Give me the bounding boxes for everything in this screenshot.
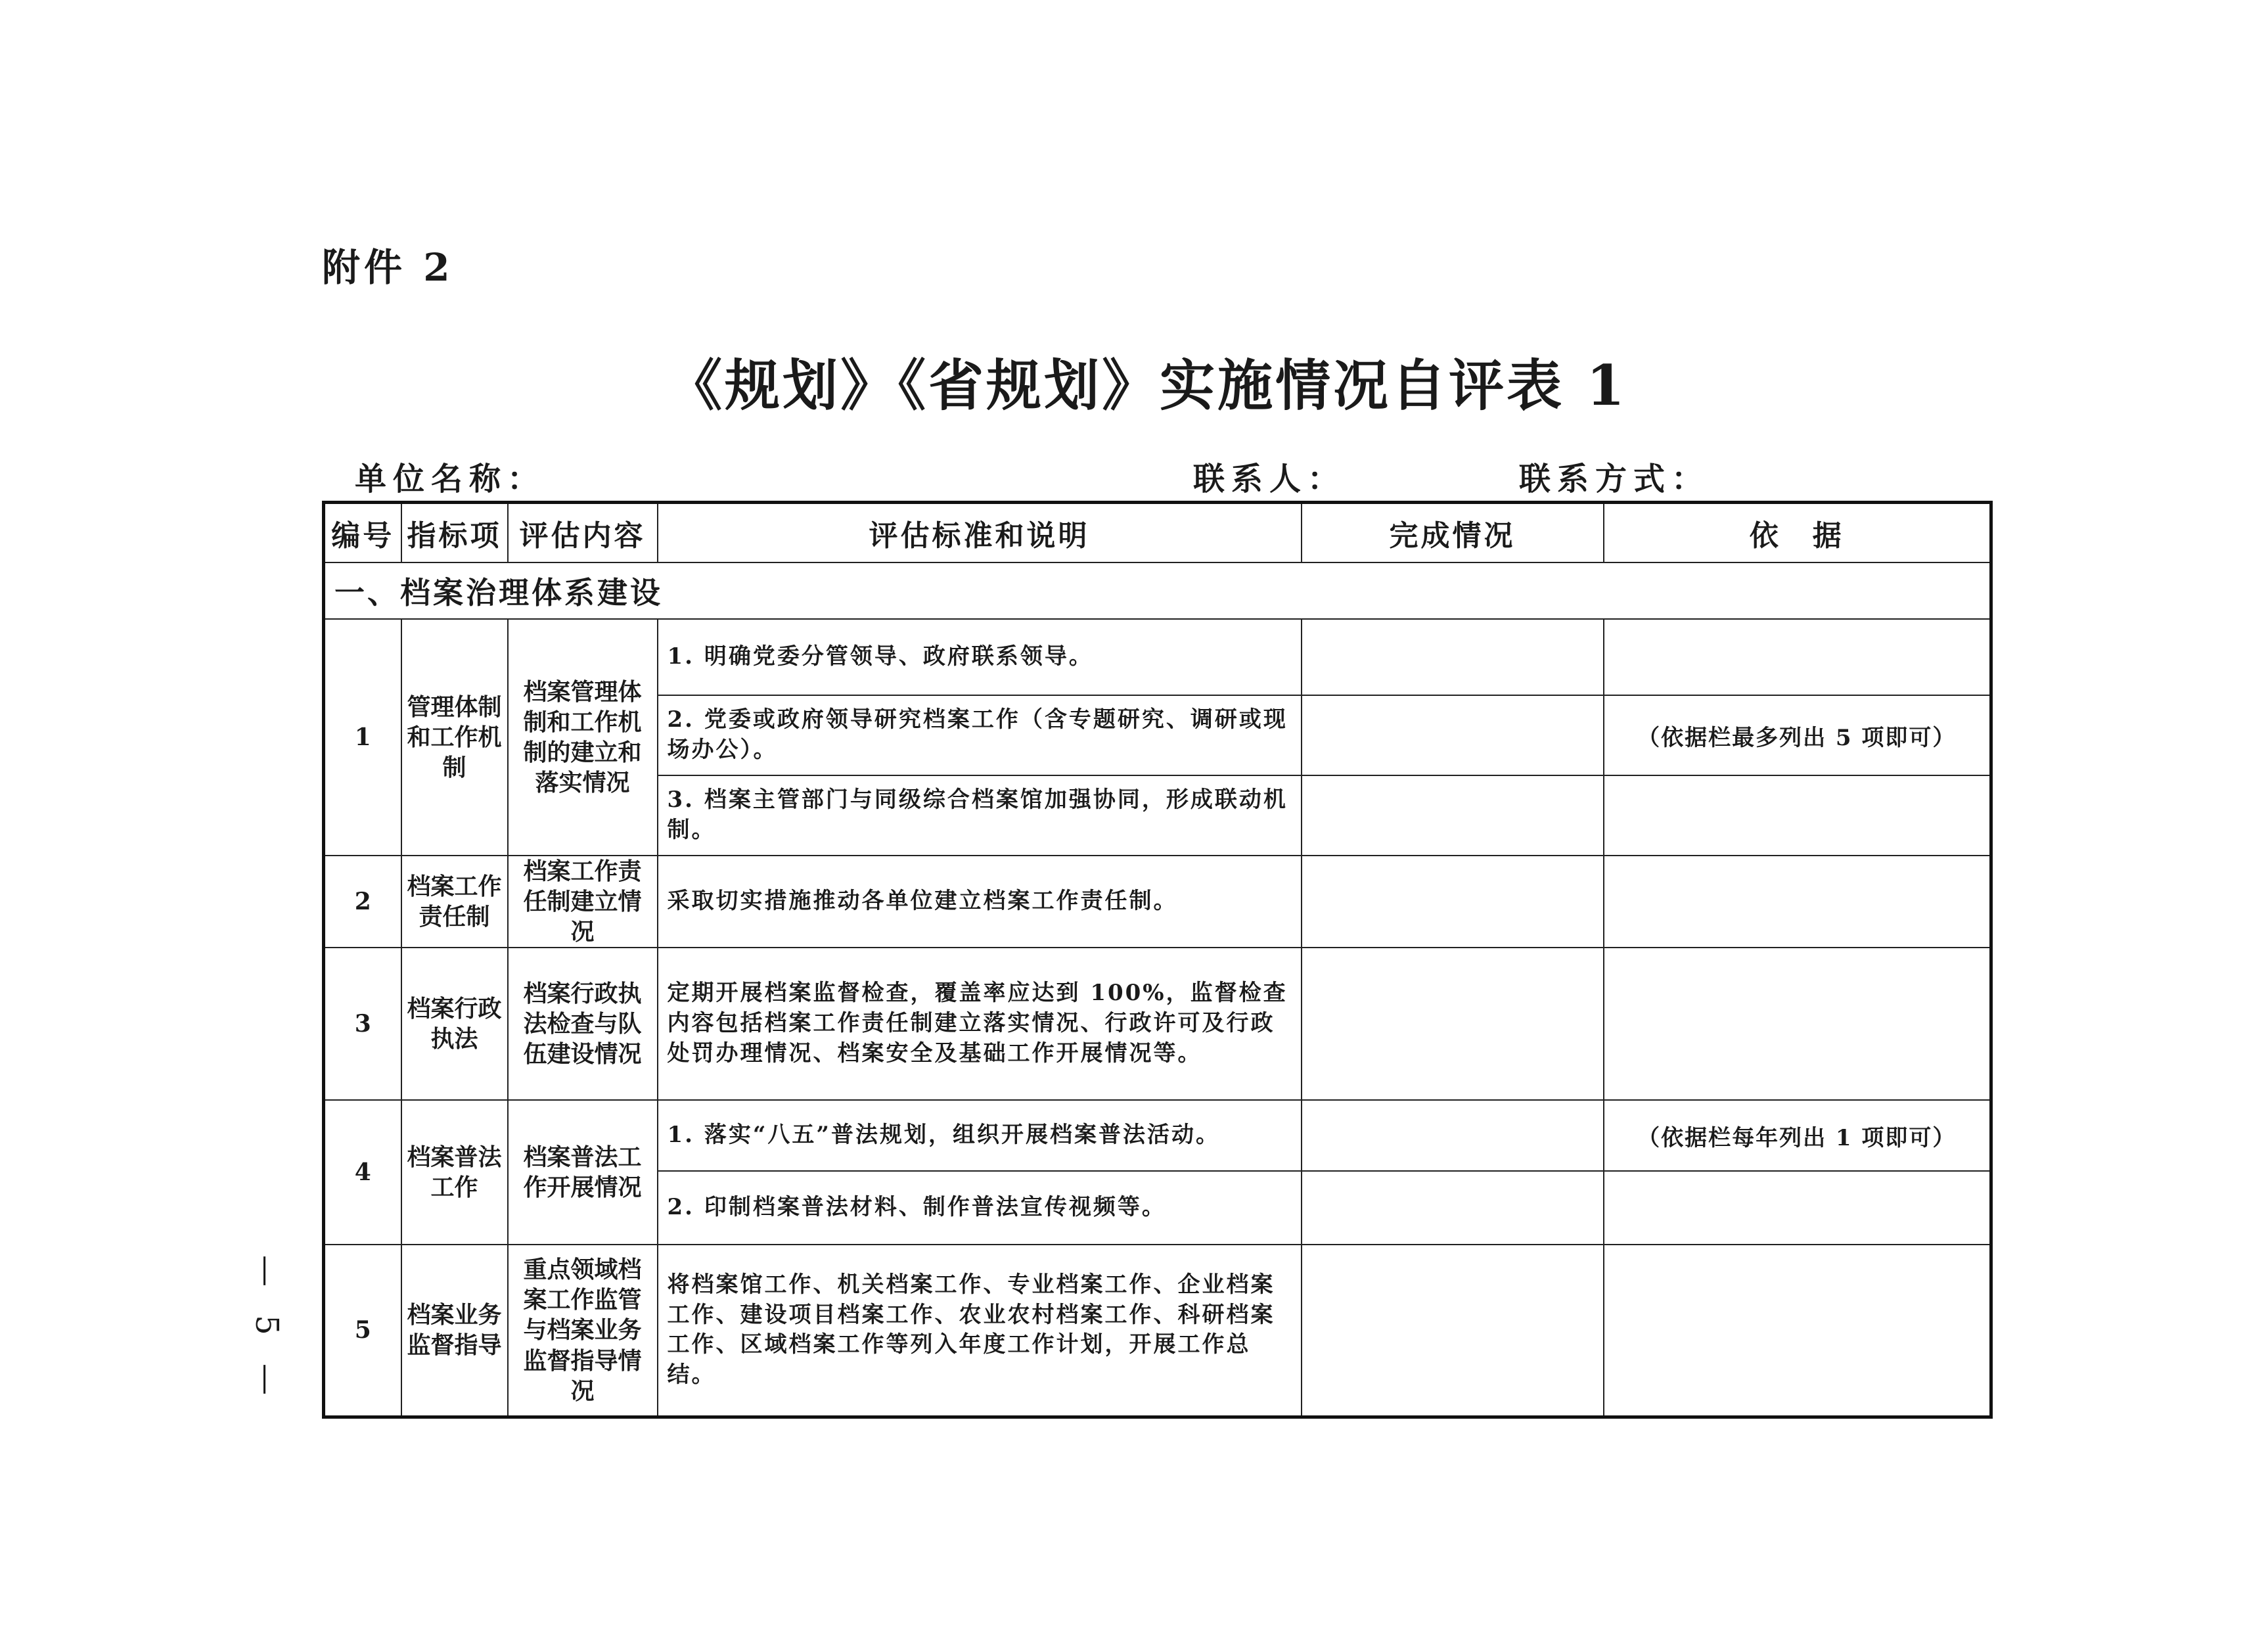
content-cell: 档案普法工作开展情况 — [508, 1100, 658, 1245]
page-number: — 5 — — [248, 1255, 285, 1405]
basis-cell[interactable] — [1604, 1245, 1991, 1417]
document-title: 《规划》《省规划》实施情况自评表 1 — [667, 353, 1627, 418]
table-row — [324, 1100, 1991, 1171]
indicator-cell: 档案工作责任制 — [401, 856, 508, 948]
standard-cell: 将档案馆工作、机关档案工作、专业档案工作、企业档案工作、建设项目档案工作、农业农村档案工作、科研档案工作、区域档案工作等列入年度工作计划，开展工作总结。 — [658, 1245, 1302, 1417]
header-number: 编号 — [324, 503, 401, 563]
row-number: 2 — [324, 856, 401, 948]
standard-cell: 定期开展档案监督检查，覆盖率应达到 100%，监督检查内容包括档案工作责任制建立落实情况、行政许可及行政处罚办理情况、档案安全及基础工作开展情况等。 — [658, 948, 1302, 1100]
row-number: 5 — [324, 1245, 401, 1417]
row-number: 4 — [324, 1100, 401, 1245]
content-cell: 重点领域档案工作监管与档案业务监督指导情况 — [508, 1245, 658, 1417]
table-row — [324, 948, 1991, 1100]
unit-name-label: 单位名称： — [355, 461, 546, 497]
standard-cell: 1. 落实“八五”普法规划，组织开展档案普法活动。 — [658, 1100, 1302, 1171]
basis-cell[interactable] — [1604, 856, 1991, 948]
header-content: 评估内容 — [508, 503, 658, 563]
basis-cell[interactable] — [1604, 1171, 1991, 1245]
table-row — [324, 1245, 1991, 1417]
completion-cell[interactable] — [1302, 695, 1604, 775]
header-standard: 评估标准和说明 — [658, 503, 1302, 563]
standard-cell: 3. 档案主管部门与同级综合档案馆加强协同，形成联动机制。 — [658, 775, 1302, 856]
header-completion: 完成情况 — [1302, 503, 1604, 563]
indicator-cell: 档案普法工作 — [401, 1100, 508, 1245]
standard-cell: 采取切实措施推动各单位建立档案工作责任制。 — [658, 856, 1302, 948]
indicator-cell: 档案行政执法 — [401, 948, 508, 1100]
contact-person-label: 联系人： — [1193, 461, 1346, 497]
content-cell: 档案管理体制和工作机制的建立和落实情况 — [508, 619, 658, 856]
basis-cell[interactable]: （依据栏每年列出 1 项即可） — [1604, 1100, 1991, 1171]
basis-cell[interactable] — [1604, 948, 1991, 1100]
standard-cell: 1. 明确党委分管领导、政府联系领导。 — [658, 619, 1302, 695]
indicator-cell: 档案业务监督指导 — [401, 1245, 508, 1417]
section-title: 一、档案治理体系建设 — [324, 562, 1991, 619]
contact-method-label: 联系方式： — [1519, 461, 1710, 497]
attachment-label: 附件 2 — [322, 245, 454, 290]
header-basis: 依 据 — [1604, 503, 1991, 563]
standard-cell: 2. 印制档案普法材料、制作普法宣传视频等。 — [658, 1171, 1302, 1245]
table-header-row — [324, 503, 1991, 563]
self-evaluation-table — [322, 501, 1993, 1419]
completion-cell[interactable] — [1302, 948, 1604, 1100]
row-number: 3 — [324, 948, 401, 1100]
standard-cell: 2. 党委或政府领导研究档案工作（含专题研究、调研或现场办公）。 — [658, 695, 1302, 775]
completion-cell[interactable] — [1302, 1171, 1604, 1245]
table-row — [324, 619, 1991, 695]
table-row — [324, 856, 1991, 948]
basis-cell[interactable] — [1604, 619, 1991, 695]
content-cell: 档案工作责任制建立情况 — [508, 856, 658, 948]
completion-cell[interactable] — [1302, 1245, 1604, 1417]
basis-cell[interactable] — [1604, 775, 1991, 856]
indicator-cell: 管理体制和工作机制 — [401, 619, 508, 856]
completion-cell[interactable] — [1302, 619, 1604, 695]
completion-cell[interactable] — [1302, 1100, 1604, 1171]
completion-cell[interactable] — [1302, 775, 1604, 856]
header-indicator: 指标项 — [401, 503, 508, 563]
content-cell: 档案行政执法检查与队伍建设情况 — [508, 948, 658, 1100]
completion-cell[interactable] — [1302, 856, 1604, 948]
section-row — [324, 562, 1991, 619]
row-number: 1 — [324, 619, 401, 856]
basis-cell[interactable]: （依据栏最多列出 5 项即可） — [1604, 695, 1991, 775]
